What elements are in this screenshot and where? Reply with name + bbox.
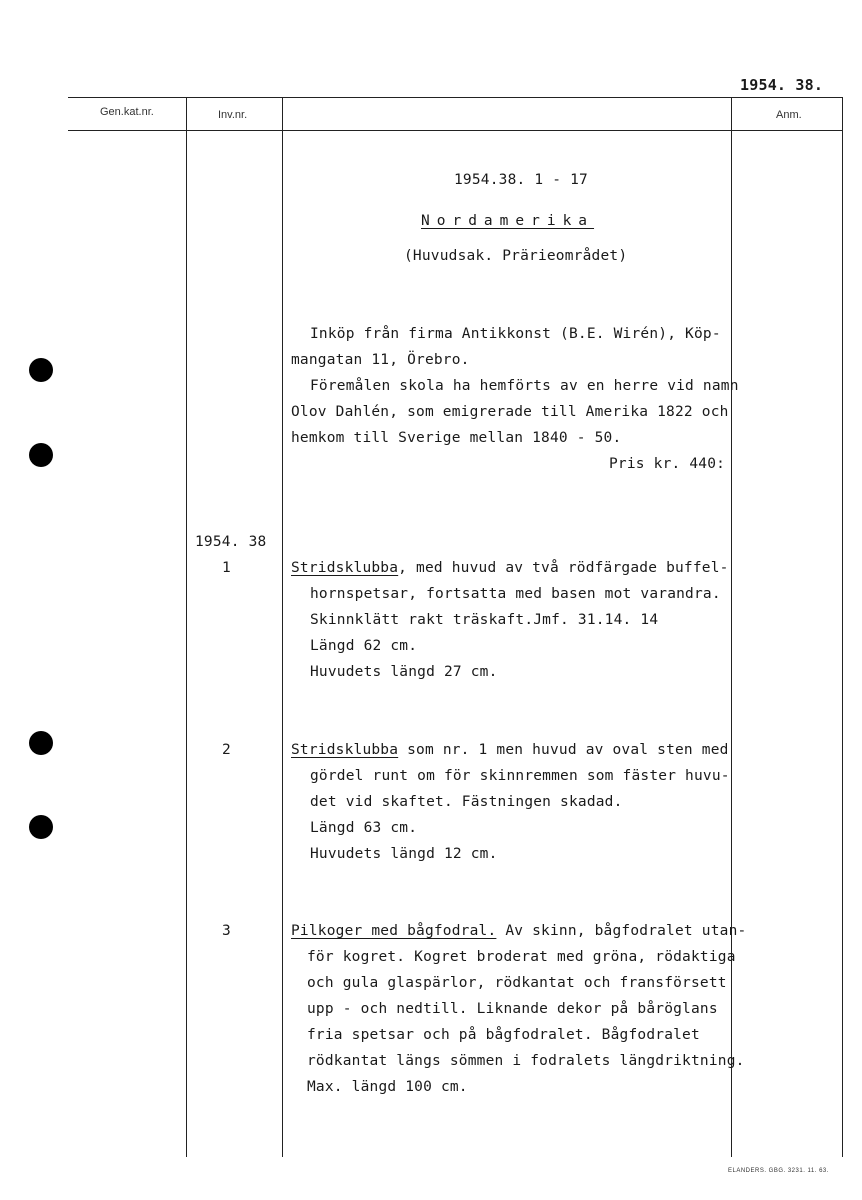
column-header-inv: Inv.nr. [218,109,248,121]
item-text: Av skinn, bågfodralet utan- [496,923,747,939]
item-first-line [291,742,729,758]
item-line: Skinnklätt rakt träskaft.Jmf. 31.14. 14 [310,612,659,628]
item-first-line [291,560,729,576]
item-line: och gula glaspärlor, rödkantat och fransförsett [307,975,727,991]
item-line: för kogret. Kogret broderat med gröna, rödaktiga [307,949,736,965]
item-title: Stridsklubba [291,742,399,758]
intro-line: Inköp från firma Antikkonst (B.E. Wirén), Köp- [310,326,721,342]
intro-line: hemkom till Sverige mellan 1840 - 50. [291,430,622,446]
item-number: 1 [222,560,231,576]
page-number: 1954. 38. [740,76,824,94]
printer-mark: ELANDERS. GBG. 3231. 11. 63. [728,1168,829,1174]
item-title: Stridsklubba [291,560,399,576]
item-line: rödkantat längs sömmen i fodralets längdriktning. [307,1053,745,1069]
column-header-anm: Anm. [776,109,802,121]
punch-hole [29,443,53,467]
column-header-gen-kat: Gen.kat.nr. [100,106,154,118]
item-line: Längd 62 cm. [310,638,418,654]
punch-hole [29,815,53,839]
item-line: fria spetsar och på bågfodralet. Bågfodralet [307,1027,700,1043]
price: Pris kr. 440: [609,456,726,472]
item-number: 2 [222,742,231,758]
item-line: upp - och nedtill. Liknande dekor på båröglans [307,1001,718,1017]
item-line: hornspetsar, fortsatta med basen mot varandra. [310,586,721,602]
item-line: Max. längd 100 cm. [307,1079,468,1095]
item-title: Pilkoger med bågfodral. [291,923,497,939]
item-line: Huvudets längd 27 cm. [310,664,498,680]
item-text: , med huvud av två rödfärgade buffel- [398,560,729,576]
item-line: det vid skaftet. Fästningen skadad. [310,794,623,810]
region-title: Nordamerika [421,213,595,229]
intro-line: Olov Dahlén, som emigrerade till Amerika 1822 och [291,404,729,420]
item-line: gördel runt om för skinnremmen som fäster huvu- [310,768,730,784]
item-line: Längd 63 cm. [310,820,418,836]
punch-hole [29,731,53,755]
punch-hole [29,358,53,382]
intro-line: mangatan 11, Örebro. [291,352,470,368]
item-first-line [291,923,746,939]
item-number: 3 [222,923,231,939]
item-line: Huvudets längd 12 cm. [310,846,498,862]
intro-line: Föremålen skola ha hemförts av en herre vid namn [310,378,739,394]
item-text: som nr. 1 men huvud av oval sten med [398,742,729,758]
catalog-range: 1954.38. 1 - 17 [454,172,588,188]
inventory-group-number: 1954. 38 [195,534,267,550]
subregion: (Huvudsak. Prärieområdet) [404,248,628,264]
